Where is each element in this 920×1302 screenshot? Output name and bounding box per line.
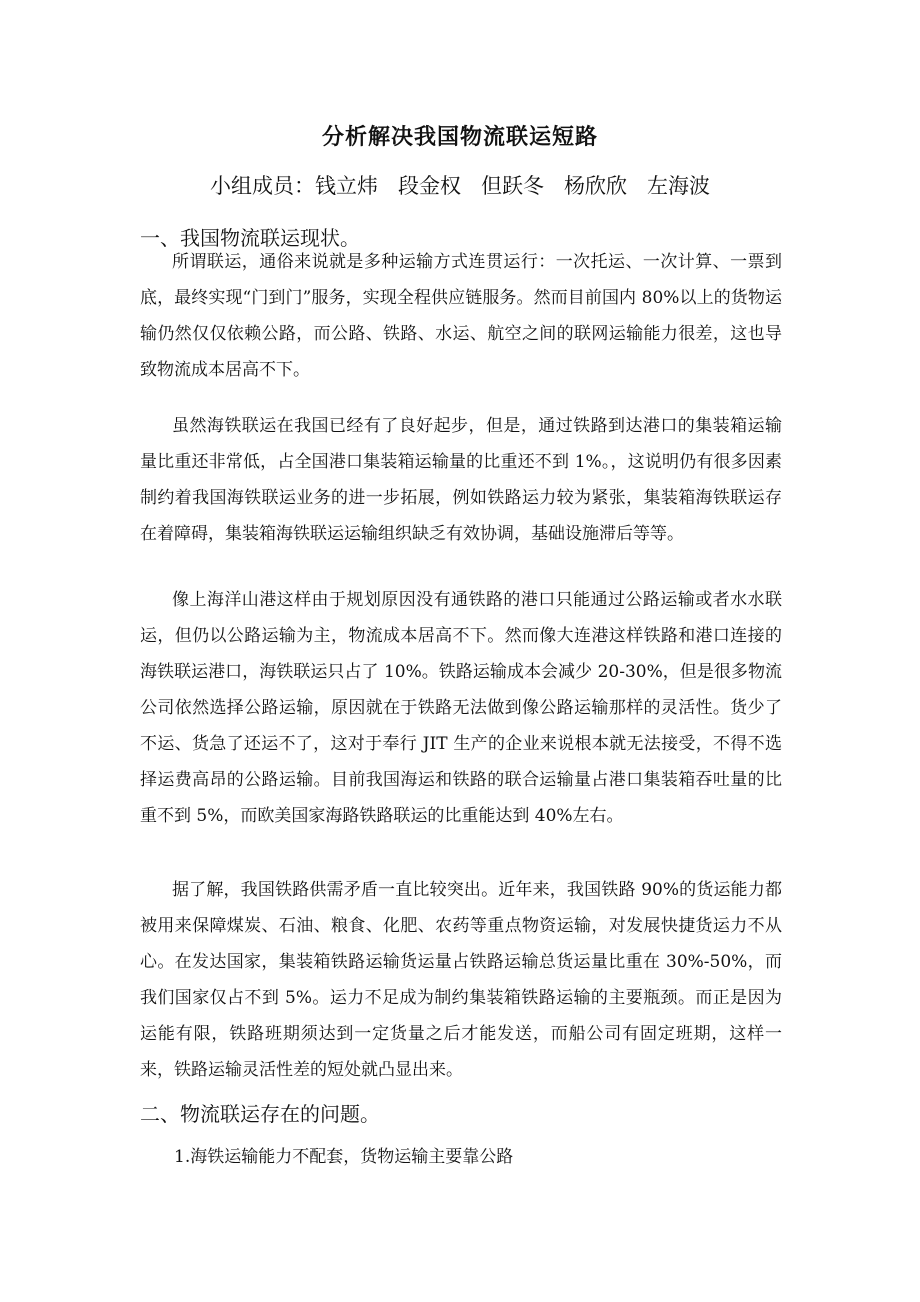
paragraph-4: 据了解，我国铁路供需矛盾一直比较突出。近年来，我国铁路 90%的货运能力都被用来保障煤炭、石油、粮食、化肥、农药等重点物资运输，对发展快捷货运力不从心。在发达国家，集装箱铁路运输货运量占铁路运输总货运量比重在 30%-50%，而我们国家仅占不到 5%。运力不足成为制约集装箱铁路运输的主要瓶颈。而正是因为运能有限，铁路班期须达到一定货量之后才能发送，而船公司有固定班期，这样一来，铁路运输灵活性差的短处就凸显出来。	[140, 880, 782, 1080]
member-name: 但跃冬	[481, 174, 544, 198]
paragraph-2: 虽然海铁联运在我国已经有了良好起步，但是，通过铁路到达港口的集装箱运输量比重还非常低，占全国港口集装箱运输量的比重还不到 1%。，这说明仍有很多因素制约着我国海铁联运业务的进一步拓展，例如铁路运力较为紧张，集装箱海铁联运存在着障碍，集装箱海铁联运运输组织缺乏有效协调，基础设施滞后等等。	[140, 416, 782, 544]
member-name: 段金权	[398, 174, 461, 198]
member-name: 钱立炜	[315, 174, 378, 198]
member-name: 杨欣欣	[564, 174, 627, 198]
section-heading-1: 一、我国物流联运现状。	[140, 226, 360, 250]
subsection-heading: 1.海铁运输能力不配套，货物运输主要靠公路	[174, 1147, 514, 1167]
group-members	[0, 170, 920, 200]
member-name: 左海波	[647, 174, 710, 198]
document-title: 分析解决我国物流联运短路	[321, 124, 598, 150]
paragraph-3: 像上海洋山港这样由于规划原因没有通铁路的港口只能通过公路运输或者水水联运，但仍以公路运输为主，物流成本居高不下。然而像大连港这样铁路和港口连接的海铁联运港口，海铁联运只占了 10%。铁路运输成本会减少 20-30%，但是很多物流公司依然选择公路运输，原因就在于铁路无法做到像公路运输那样的灵活性。货少了不运、货急了还运不了，这对于奉行 JIT 生产的企业来说根本就无法接受，不得不选择运费高昂的公路运输。目前我国海运和铁路的联合运输量占港口集装箱吞吐量的比重不到 5%，而欧美国家海路铁路联运的比重能达到 40%左右。	[140, 590, 782, 826]
members-label: 小组成员：	[210, 174, 315, 198]
section-heading-2: 二、物流联运存在的问题。	[140, 1102, 380, 1126]
paragraph-1: 所谓联运，通俗来说就是多种运输方式连贯运行：一次托运、一次计算、一票到底，最终实现“门到门”服务，实现全程供应链服务。然而目前国内 80%以上的货物运输仍然仅仅依赖公路，而公路、铁路、水运、航空之间的联网运输能力很差，这也导致物流成本居高不下。	[140, 252, 782, 380]
